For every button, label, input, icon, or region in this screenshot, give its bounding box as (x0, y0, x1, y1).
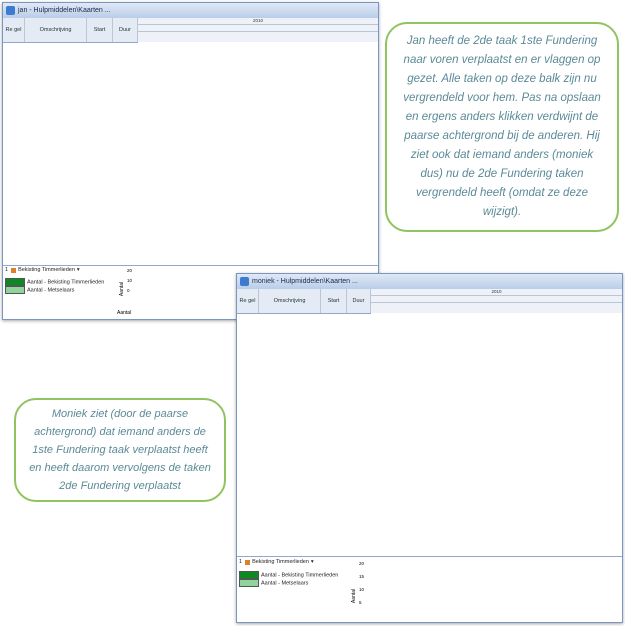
resource-histogram (371, 561, 622, 619)
resource-selector[interactable] (239, 559, 314, 565)
callout-top (385, 22, 619, 232)
resource-icon (245, 560, 250, 565)
y-tick: 10 (359, 587, 365, 592)
y-tick: 0 (127, 288, 130, 293)
col-header-rege[interactable]: Re gel (3, 18, 25, 42)
col-header-omschrijving[interactable]: Omschrijving (259, 289, 321, 313)
y-axis-ticks (127, 266, 132, 296)
col-header-rege[interactable]: Re gel (237, 289, 259, 313)
y-tick: 20 (127, 268, 133, 273)
col-header-start[interactable]: Start (87, 18, 113, 42)
legend-label-timmerlieden: Aantal - Bekisting Timmerlieden (27, 279, 105, 286)
x-axis-label: Aantal (117, 310, 132, 316)
timeline-weeks (138, 32, 378, 42)
collapse-icon[interactable]: 1 (239, 559, 243, 565)
resource-panel (237, 556, 622, 623)
callout-bottom (14, 398, 226, 502)
callout-top-text: Jan heeft de 2de taak 1ste Fundering naar voren verplaatst en er vlaggen op gezet. Alle taken op deze balk zijn nu vergrendeld voor hem. Pas na opslaan en ergens anders klikken verdwijnt de paarse achtergrond bij de anderen. Hij ziet ook dat iemand anders (moniek dus) nu de 2de Fundering taken vergrendeld heeft (omdat ze deze wijzigt). (403, 35, 601, 218)
col-header-duur[interactable]: Duur (347, 289, 371, 313)
window-title: jan - Hulpmiddelen\Kaarten ... (18, 7, 111, 14)
timeline-year: 2010 (138, 18, 378, 25)
legend-swatch-timmerlieden (239, 571, 259, 579)
timeline-months (371, 296, 622, 303)
y-tick: 20 (359, 561, 365, 566)
window-titlebar[interactable] (237, 274, 622, 290)
resource-selector[interactable] (5, 267, 80, 273)
legend-label-metselaars: Aantal - Metselaars (27, 287, 75, 294)
gantt-chart-area[interactable] (138, 43, 378, 261)
app-icon (240, 277, 249, 286)
y-tick: 15 (359, 574, 365, 579)
legend-label-timmerlieden: Aantal - Bekisting Timmerlieden (261, 572, 339, 579)
resource-select-value: Bekisting Timmerlieden (18, 267, 75, 273)
legend-label-metselaars: Aantal - Metselaars (261, 580, 309, 587)
chevron-down-icon: ▾ (76, 267, 80, 273)
y-tick: 5 (359, 600, 362, 605)
timeline-header (371, 289, 622, 313)
legend-swatch-timmerlieden (5, 278, 25, 286)
resource-select-value: Bekisting Timmerlieden (252, 559, 309, 565)
window-title: moniek - Hulpmiddelen\Kaarten ... (252, 278, 358, 285)
window-moniek[interactable] (236, 273, 623, 623)
col-header-start[interactable]: Start (321, 289, 347, 313)
gantt-chart-area[interactable] (371, 314, 622, 554)
y-axis-label: Aantal (119, 281, 126, 297)
window-titlebar[interactable] (3, 3, 378, 19)
timeline-weeks (371, 303, 622, 313)
y-tick: 10 (127, 278, 133, 283)
timeline-year: 2010 (371, 289, 622, 296)
app-icon (6, 6, 15, 15)
legend (5, 278, 104, 294)
y-axis-label: Aantal (351, 588, 358, 604)
resource-icon (11, 268, 16, 273)
callout-bottom-text: Moniek ziet (door de paarse achtergrond) dat iemand anders de 1ste Fundering taak verplaatst heeft en heeft daarom vervolgens de taken 2de Fundering verplaatst (29, 408, 211, 492)
col-header-omschrijving[interactable]: Omschrijving (25, 18, 87, 42)
timeline-header (138, 18, 378, 42)
legend-swatch-metselaars (239, 579, 259, 587)
timeline-months (138, 25, 378, 32)
legend (239, 571, 338, 587)
legend-swatch-metselaars (5, 286, 25, 294)
chevron-down-icon: ▾ (310, 559, 314, 565)
col-header-duur[interactable]: Duur (113, 18, 138, 42)
y-axis-ticks (359, 557, 364, 609)
collapse-icon[interactable]: 1 (5, 267, 9, 273)
